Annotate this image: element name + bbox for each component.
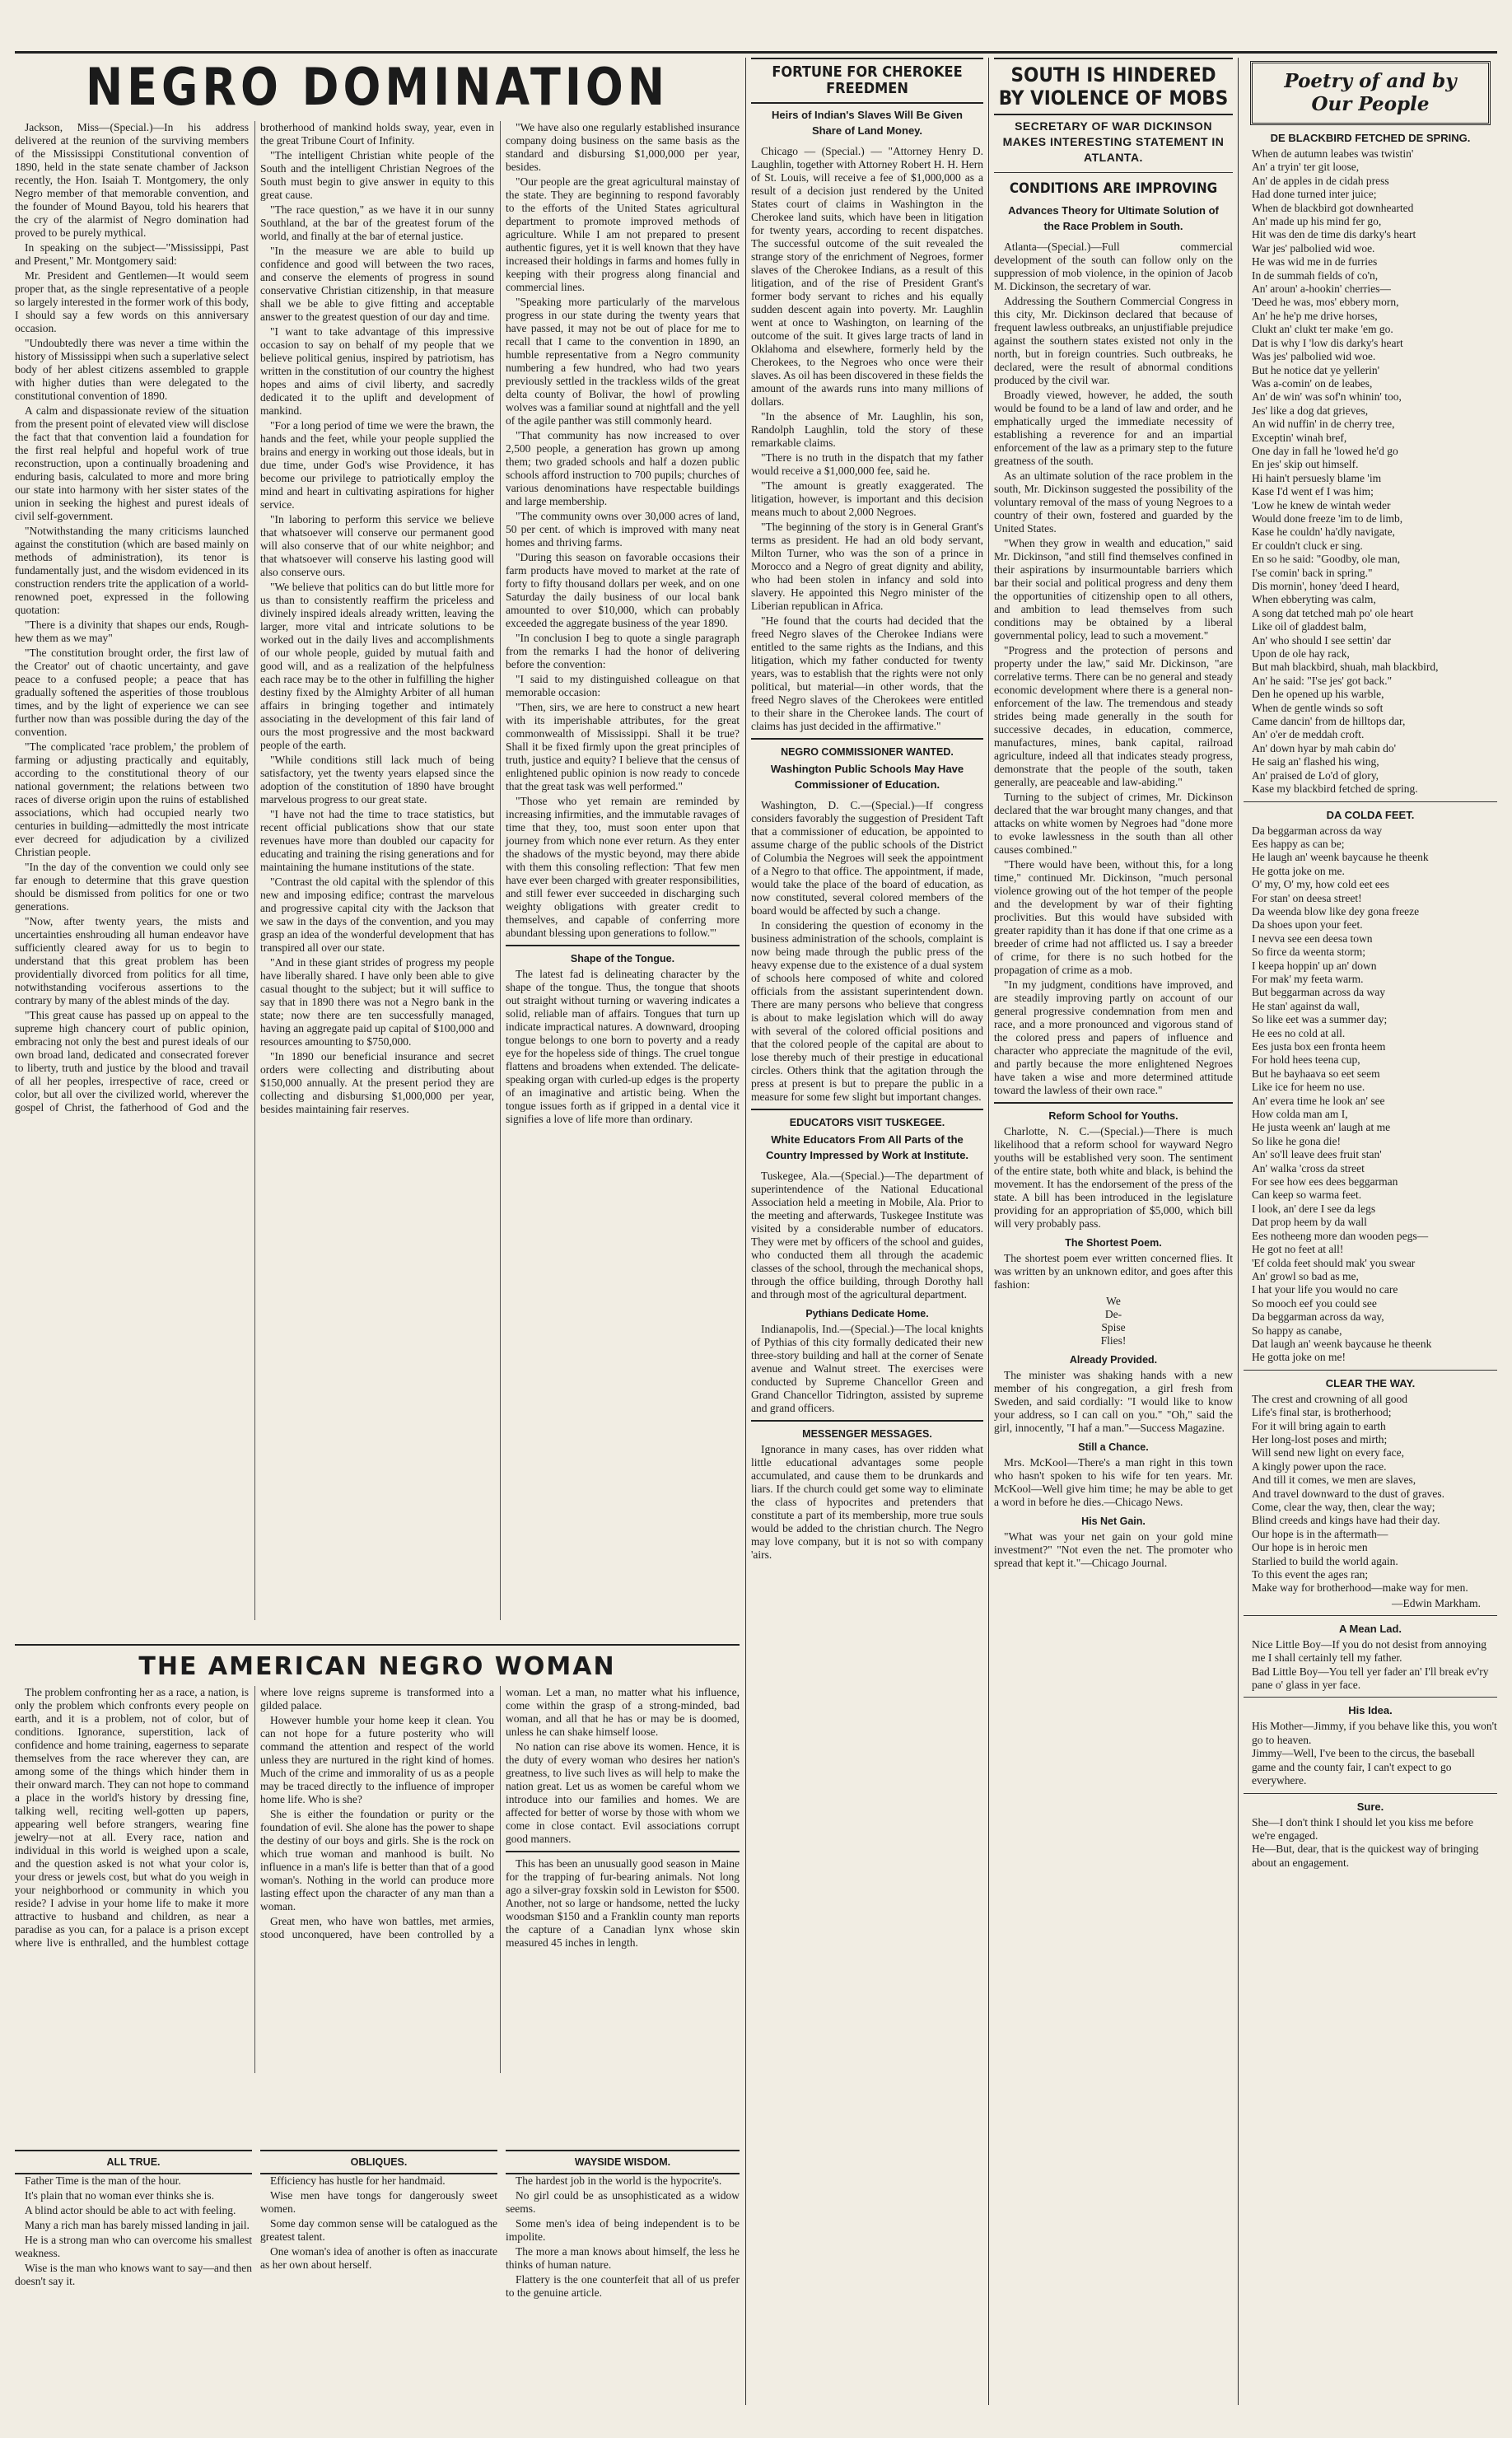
negro-domination-article bbox=[15, 58, 740, 1631]
article-paragraph: "Our people are the great agricultural mainstay of the state. They are beginning to respond favorably to the efforts of the United States agricultural department to promote improved methods of agriculture. While I am not prepared to present authentic figures, yet it is well known that they have increased their holdings in farms and homes fully in keeping with their progress along financial and commercial lines. bbox=[506, 175, 740, 293]
wayside-items bbox=[506, 2174, 740, 2300]
obliques-items bbox=[260, 2174, 497, 2272]
tuskegee-paragraphs bbox=[751, 1170, 983, 1301]
article-paragraph: "Undoubtedly there was never a time within the history of Mississippi when such a superlative select body of her ablest citizens assembled to grapple with higher duties than were delegated to the constitutional convention of 1890. bbox=[15, 337, 249, 402]
tuskegee-deck: White Educators From All Parts of the Country Impressed by Work at Institute. bbox=[765, 1133, 969, 1161]
mobs-deck: SECRETARY OF WAR DICKINSON MAKES INTERESTING STATEMENT IN ATLANTA. bbox=[1002, 119, 1225, 164]
wayside-column bbox=[506, 2150, 740, 2413]
column-rule bbox=[745, 58, 746, 2405]
mobs-headline-2: BY VIOLENCE OF MOBS bbox=[998, 86, 1229, 110]
tongue-text: The latest fad is delineating character by the shape of the tongue. Thus, the tongue that shoots out straight without turning or wavering indicates a solid, reliable man of affairs. Tongues that turn up indicate impractical natures. A downward, drooping tongue belongs to one born to poverty and a ready eye for the hopeless side of things. The cruel tongue flattens and broadens when extended. The delicate-speaking organ with curled-up edges is the property of an imaginative and artistic being. When the tongue issues forth as if gripped in a dental vice it signifies a love of life more than ordinary. bbox=[506, 968, 740, 1125]
article-paragraph: Washington, D. C.—(Special.)—If congress considers favorably the suggestion of President Taft that a commissioner of education, be appointed to assume charge of the public schools of the District of Columbia the Negroes will seek the appointment of a Negro to that office. The appointment, if made, would take the place of the board of education, as now constituted, several colored members of the board would be affected by such a change. bbox=[751, 799, 983, 917]
article-paragraph: "The constitution brought order, the first law of the Creator' out of chaotic uncertainty, and gave peace to a confused people; a peace that has gradually softened the asperities of those troublous times, and by the light of experience we can see further now than was possible during the day of the convention. bbox=[15, 647, 249, 738]
article-paragraph: "In laboring to perform this service we believe that whatsoever will conserve our permanent good will also conserve that of our white neighbor; and that whatsoever will conserve his lasting good will also conserve ours. bbox=[260, 513, 494, 578]
poem-verse: The crest and crowning of all good Life's final star, is brotherhood; For it will bring again to earth Her long-lost poses and mirth; Will send new light on every face, A kingly power upon the race. And till it comes, we men are slaves, And travel downward to the dust of graves. Come, clear the way, then, clear the way; Blind creeds and kings have had their day. Our hope is in the aftermath— Our hope is in heroic men Starlied to build the world again. To this event the ages ran; Make way for brotherhood—make way for men. bbox=[1252, 1392, 1468, 1595]
mobs-subdeck: Advances Theory for Ultimate Solution of the Race Problem in South. bbox=[1008, 204, 1219, 232]
negro-domination-body bbox=[15, 121, 740, 1620]
article-paragraph: Turning to the subject of crimes, Mr. Dickinson declared that the war brought many changes, and that attacks on white women by Negroes had "done more to evoke lawlessness in the south than all other causes combined." bbox=[994, 791, 1233, 856]
article-paragraph: "For a long period of time we were the brawn, the hands and the feet, while your people supplied the brains and energy in working out those ideals, but in due time, under God's wise Providence, it has become our privilege to patriotically employ the mind and heart in cultivating aspirations for higher service. bbox=[260, 419, 494, 511]
negro-woman-body bbox=[15, 1686, 740, 2073]
commissioner-headline: NEGRO COMMISSIONER WANTED. bbox=[781, 746, 954, 758]
shortest-poem-lines bbox=[994, 1295, 1233, 1347]
obliques-title: OBLIQUES. bbox=[350, 2156, 408, 2168]
article-paragraph: In speaking on the subject—"Mississippi, Past and Present," Mr. Montgomery said: bbox=[15, 241, 249, 267]
chance-text: Mrs. McKool—There's a man right in this town who hasn't spoken to his wife for ten years. Mr. McKool—Well give him time; he may be able to get a word in before he dies.—Chicago News. bbox=[994, 1456, 1233, 1508]
proverb-item: Flattery is the one counterfeit that all of us prefer to the genuine article. bbox=[506, 2273, 740, 2299]
article-paragraph: As an ultimate solution of the race problem in the south, Mr. Dickinson suggested the possibility of the voluntary removal of the mass of young Negroes to a country of their own, fostered and guarded by the United States. bbox=[994, 469, 1233, 535]
article-paragraph: "In the absence of Mr. Laughlin, his son, Randolph Laughlin, told the story of these remarkable claims. bbox=[751, 410, 983, 449]
cherokee-headline: FORTUNE FOR CHEROKEE FREEDMEN bbox=[772, 63, 963, 97]
cherokee-deck: Heirs of Indian's Slaves Will Be Given Share of Land Money. bbox=[772, 109, 963, 137]
all-true-column bbox=[15, 2150, 252, 2413]
proverb-item: One woman's idea of another is often as inaccurate as her own about herself. bbox=[260, 2245, 497, 2271]
messenger-headline: MESSENGER MESSAGES. bbox=[802, 1428, 932, 1440]
article-paragraph: A calm and dispassionate review of the situation from the present point of elevated view will disclose the fact that that convention laid a foundation for the first real helpful and hopeful work of true reconstruction, upon a continually broadening and enduring basis, calculated to more and more bring our state into harmony with her sister states of the union in seeking the highest and purest ideals of civil self-government. bbox=[15, 404, 249, 522]
column-rule bbox=[988, 58, 989, 2405]
article-paragraph: "Notwithstanding the many criticisms launched against the constitution (which are based mainly on methods of administration), its tenor is fundamentally just, and the wisdom evidenced in its construction renders trite the application of a world-renowned poet, expressed in the following quotation: bbox=[15, 525, 249, 616]
article-paragraph: The problem confronting her as a race, a nation, is only the problem which confronts every people on earth, and it is a problem, not of color, but of conditions. Ignorance, superstition, lack of confidence and home training, eagerness to separate themselves from the race wherever they can, are among some of the things which hinder them in their onward march. They can not hope to command a place in the world's history by dressing fine, talking well, reciting well-gotten up papers, appearing well before strangers, wearing fine jewelry—not at all. Every race, nation and individual in this world is weighed upon a scale, and the question asked is not what your color is, your dress or jewels cost, but what do you weigh in your neighborhood or community in which you reside? I advise in your home life to make it more attractive to husband and children, as near a paradise as you can, for a palace is a prison except where live is enthralled, and the humblest cottage where love reigns supreme is transformed into a gilded palace. bbox=[15, 1686, 494, 1949]
poetry-masthead bbox=[1250, 61, 1491, 125]
mobs-paragraphs bbox=[994, 241, 1233, 1097]
article-paragraph: "The community owns over 30,000 acres of land, 50 per cent. of which is improved with many neat homes and thriving farms. bbox=[506, 510, 740, 549]
article-paragraph: "During this season on favorable occasions their farm products have moved to market at the rate of forty to fifty thousand dollars per week, and on one Saturday the daily business of our local bank amounted to over $10,000, which can probably exceeded the aggregate business of the year 1890. bbox=[506, 551, 740, 629]
article-paragraph: "In the measure we are able to build up confidence and good will between the two races, and conserve the elements of progress in sound conservative Christian citizenship, in that measure shall we be able to give fitting and acceptable answer to the greatest question of our day and time. bbox=[260, 245, 494, 323]
tuskegee-headline: EDUCATORS VISIT TUSKEGEE. bbox=[789, 1117, 945, 1128]
article-paragraph: "In my judgment, conditions have improved, and are steadily improving partly on account of our general progressive condemnation from men and race, and a more pronounced and vigorous stand of the colored press and papers of influence and character who appreciate the magnitude of the evil, and partly because the more enlightened Negroes have taken a wise and more determined attitude toward the lawless of their own race." bbox=[994, 978, 1233, 1096]
poem-title: CLEAR THE WAY. bbox=[1325, 1376, 1416, 1389]
article-paragraph: In considering the question of economy in the business administration of the schools, complaint is now being made through the public press of the heavy expense due to the existence of a dual system of schools here composed of white and colored officials from the assistant superintendent down. There are many persons who believe that congress is about to make legislation which will do away with several of the colored official positions and that the colored people of the capital are about to lose thereby much of their prestige in educational circles. Others think that the agitation through the press at present is but to prepare the public in a measure for some few slight but important changes. bbox=[751, 919, 983, 1103]
news-column-2 bbox=[994, 58, 1233, 2413]
article-paragraph: "I said to my distinguished colleague on that memorable occasion: bbox=[506, 673, 740, 698]
news-column-1 bbox=[751, 58, 983, 2413]
article-paragraph: Great men, who have won battles, met armies, stood unconquered, have been controlled by a woman. Let a man, no matter what his influence, come within the grasp of a strong-minded, bad woman, and all that he has or may be is doomed, unless he can shake himself loose. bbox=[260, 1686, 740, 1941]
poem-verse: She—I don't think I should let you kiss me before we're engaged. He—But, dear, that is the quickest way of bringing about an engagement. bbox=[1252, 1815, 1479, 1869]
shortest-poem-intro: The shortest poem ever written concerned flies. It was written by an unknown editor, and goes after this fashion: bbox=[994, 1252, 1233, 1291]
poem-title: A Mean Lad. bbox=[1338, 1622, 1402, 1635]
poem-title: Sure. bbox=[1356, 1800, 1384, 1813]
article-paragraph: "The beginning of the story is in General Grant's terms as president. He had an old body servant, Milton Turner, who was the son of a prince in Morocco and a Negro of great dignity and ability, who had been stolen in infancy and sold into slavery. He appointed this Negro minister of the Liberian republican in Africa. bbox=[751, 521, 983, 612]
article-paragraph: "The race question," as we have it in our sunny Southland, at the bar of the greatest forum of the world, and finally at the bar of eternal justice. bbox=[260, 203, 494, 242]
poetry-title-1: Poetry of and by bbox=[1284, 70, 1457, 92]
article-paragraph: "There is no truth in the dispatch that my father would receive a $1,000,000 fee, said he. bbox=[751, 451, 983, 477]
article-paragraph: "He found that the courts had decided that the freed Negro slaves of the Cherokee Indians were entitled to the same rights as the Indians, and this litigation, which my father conducted for twenty years, was to establish that the rights were not only political, but material—in other words, that the freed Negro slaves of the Cherokees were entitled to their share in the Cherokee lands. The court of claims has just decided in the affirmative." bbox=[751, 614, 983, 732]
article-paragraph: "That community has now increased to over 2,500 people, a generation has grown up among them; two graded schools and half a dozen public schools afford instruction to 700 pupils; churches of various denominations have respectable buildings and large membership. bbox=[506, 429, 740, 507]
wayside-title: WAYSIDE WISDOM. bbox=[574, 2156, 671, 2168]
obliques-column bbox=[260, 2150, 497, 2413]
commissioner-paragraphs bbox=[751, 799, 983, 1104]
article-paragraph: No nation can rise above its women. Hence, it is the duty of every woman who desires her nation's greatness, to live such lives as will help to make the nation great. Let us as women be careful whom we introduce into our families and homes. We are affected for better of worse by those with whom we come in close contact. Evil associations corrupt good manners. bbox=[506, 1740, 740, 1845]
article-paragraph: Tuskegee, Ala.—(Special.)—The department of superintendence of the National Educational Association held a meeting in Mobile, Ala. Prior to the meeting and afterwards, Tuskegee Institute was visited by a considerable number of educators. They were met by officers of the school and guides, who conducted them all through the academic classes of the school, through the mechanical shops, through the office building, through Dorothy hall and through most of the agricultural department. bbox=[751, 1170, 983, 1301]
poetry-title-2: Our People bbox=[1311, 93, 1430, 115]
article-paragraph: Jackson, Miss—(Special.)—In his address delivered at the reunion of the surviving members of the Mississippi Constitutional convention of 1890, held in the state senate chamber of Jackson recently, the Hon. Isaiah T. Montgomery, the only Negro member of that memorable convention, and the founder of Mound Bayou, told his hearers that the cry of the alarmist of Negro domination had proved to be purely mythical. bbox=[15, 121, 249, 239]
proverb-item: No girl could be as unsophisticated as a widow seems. bbox=[506, 2189, 740, 2215]
article-paragraph: Atlanta—(Special.)—Full commercial development of the south can follow only on the suppression of mob violence, in the opinion of Jacob M. Dickinson, the secretary of war. bbox=[994, 241, 1233, 292]
provided-text: The minister was shaking hands with a new member of his congregation, a girl fresh from Sweden, and said cordially: "I would like to know your address, so I can call on you." "Oh," said the girl, innocently, "I haf a man."—Success Magazine. bbox=[994, 1369, 1233, 1434]
article-paragraph: "I have not had the time to trace statistics, but recent official publications show that our state revenues have more than doubled our capacity for educating and training the rising generations and for maintaining the humane institutions of the state. bbox=[260, 808, 494, 873]
all-true-title: ALL TRUE. bbox=[106, 2156, 161, 2168]
proverb-item: A blind actor should be able to act with feeling. bbox=[25, 2204, 236, 2216]
article-paragraph: However humble your home keep it clean. You can not hope for a future posterity who will command the attention and respect of the world unless they are nurtured in the right kind of homes. Much of the crime and immorality of us as a people may be traced directly to the influence of improper home life. Who is she? bbox=[260, 1714, 494, 1805]
negro-woman-article bbox=[15, 1639, 740, 2100]
poem-verse: Nice Little Boy—If you do not desist from annoying me I shall certainly tell my father. Bad Little Boy—You tell yer fader an' I'll break ev'ry pane o' glass in yer face. bbox=[1252, 1637, 1489, 1692]
poem-verse: His Mother—Jimmy, if you behave like this, you won't go to heaven. Jimmy—Well, I've been to the circus, the baseball game and the county fair, I can't expect to go everywhere. bbox=[1252, 1720, 1497, 1787]
mobs-headline-1: SOUTH IS HINDERED bbox=[1010, 63, 1216, 86]
article-paragraph: Broadly viewed, however, he added, the south would be found to be a land of law and order, and he emphatically urged the immediate necessity of establishing a reverence for and an impartial enforcement of the law as a primary step to the future greatness of the south. bbox=[994, 389, 1233, 467]
net-gain-title: His Net Gain. bbox=[1081, 1516, 1146, 1527]
provided-title: Already Provided. bbox=[1069, 1354, 1158, 1366]
article-paragraph: "I want to take advantage of this impressive occasion to say on behalf of my people that we believe political genius, inspired by patriotism, has written in the constitution of our country the highest hopes and aims of civil liberty, and sacredly dedicated it to the uplift and development of mankind. bbox=[260, 325, 494, 417]
poem-verse: Da beggarman across da way Ees happy as can be; He laugh an' weenk baycause he theenk He gotta joke on me. O' my, O' my, how cold eet ees For stan' on deesa street! Da weenda blow like dey gona freeze Da shoes upon your feet. I nevva see een deesa town So firce da weenta storm; I keepa hoppin' up an' down For mak' my feeta warm. But beggarman across da way He stan' against da wall, So like eet was a summer day; He ees no cold at all. Ees justa box een fronta heem For hold hees teena cup, But he bayhaava so eet seem Like ice for heem no use. An' evera time he look an' see How colda man am I, He justa weenk an' laugh at me So like he gona die! An' so'll leave dees fruit stan' An' walka 'cross da street For see how ees dees beggarman Can keep so warma feet. I look, an' dere I see da legs Dat prop heem by da wall Ees notheeng more dan wooden pegs— He got no feet at all! 'Ef colda feet should mak' you swear An' growl so bad as me, I hat your life you would no care So mooch eef you could see Da beggarman across da way, So happy as canabe, Dat laugh an' weenk baycause he theenk He gotta joke on me! bbox=[1252, 824, 1432, 1364]
commissioner-deck: Washington Public Schools May Have Commissioner of Education. bbox=[770, 763, 964, 791]
proverb-item: Wise is the man who knows want to say—and then doesn't say it. bbox=[15, 2262, 252, 2287]
negro-woman-headline: THE AMERICAN NEGRO WOMAN bbox=[138, 1652, 616, 1681]
messenger-text: Ignorance in many cases, has over ridden what little educational advantages some people accumulated, and cause them to be drunkards and liars. If the church could get some way to eliminate the class of hypocrites and pretenders that constitute a part of its membership, more true souls would be added to the christian church. The Negro may love company, but it is not so with company 'airs. bbox=[751, 1443, 983, 1561]
article-paragraph: Chicago — (Special.) — "Attorney Henry D. Laughlin, together with Attorney Robert H. H. Hern of St. Louis, will receive a fee of $1,000,000 as a result of a decision just rendered by the United States court of claims in Washington in the Cherokee land suits, which have been in litigation for twenty years, according to recent dispatches. The successful outcome of the suit revealed the strange story of the enrichment of Negroes, former slaves of the Cherokee Indians, as a result of this litigation, and of the rise of President Grant's former body servant to riches and his equally sudden descent again into poverty. Mr. Laughlin went at once to Washington, on learning of the outcome of the suit. It gives large tracts of land in Oklahoma and elsewhere, formerly held by the Cherokees, to the Negroes who once were their slaves. As oil has been discovered in these fields the amount of the awards runs into many millions of dollars. bbox=[751, 145, 983, 408]
article-paragraph: "There would have been, without this, for a long time," continued Mr. Dickinson, "much personal violence growing out of the hot temper of the people and the development by war of their fighting proclivities. But this would have subsided with greater rapidity than it has done if that one crime as a breeder of crime had not afflicted us. I say a breeder of crime, for there is no such hotbed for the propagation of crime as a mob. bbox=[994, 858, 1233, 976]
proverb-item: The hardest job in the world is the hypocrite's. bbox=[516, 2174, 722, 2187]
poem-author: —Edwin Markham. bbox=[1392, 1596, 1481, 1609]
article-paragraph: "We believe that politics can do but little more for us than to consistently reaffirm the priceless and divinely inspired ideals already written, leaving the larger, more vital and intricate solutions to be worked out in the daily lives and accomplishments of our whole people, guided by mutual faith and good will, and as a realization of the helpfulness each race may be to the other in fulfilling the higher destiny fixed by the Almighty Arbiter of all human affairs in bringing together and intimately associating in the development of this fair land of ours the most progressive and the most backward people of the earth. bbox=[260, 581, 494, 751]
article-paragraph: "The complicated 'race problem,' the problem of farming or adjusting practically and equitably, according to the constitutional theory of our national government; the relations between two races of diverse origin upon the ruins of established associations, which had occupied nearly two centuries in building—admittedly the most intricate ever decreed for adjudication by a civilized Christian people. bbox=[15, 740, 249, 858]
article-paragraph: "There is a divinity that shapes our ends, Rough-hew them as we may" bbox=[15, 619, 249, 644]
article-paragraph: "While conditions still lack much of being satisfactory, yet the twenty years elapsed since the adoption of the constitution of 1890 have brought marvelous progress to our great state. bbox=[260, 754, 494, 806]
article-paragraph: This has been an unusually good season in Maine for the trapping of fur-bearing animals. Not long ago a silver-gray foxskin sold in Lewiston for $500. Another, not so large or handsome, netted the lucky woodsman $150 and a Franklin county man reports the capture of a Canadian lynx whose skin measured 45 inches in length. bbox=[506, 1857, 740, 1949]
poem-line: Spise bbox=[1101, 1321, 1126, 1333]
article-paragraph: "In the day of the convention we could only see far enough to determine that this grave question should be dismissed from politics for one or two generations. bbox=[15, 861, 249, 913]
net-gain-text: "What was your net gain on your gold mine investment?" "Not even the net. The promoter who spread that kept it."—Chicago Journal. bbox=[994, 1530, 1233, 1569]
pythians-text: Indianapolis, Ind.—(Special.)—The local knights of Pythias of this city formally dedicated their new three-story building and hall at the corner of Senate avenue and Walnut street. The exercises were conducted by Supreme Chancellor Green and Grand Chancellor Tidrington, assisted by supreme and grand officers. bbox=[751, 1323, 983, 1414]
all-true-items bbox=[15, 2174, 252, 2288]
article-paragraph: Mr. President and Gentlemen—It would seem proper that, as the single representative of a people so largely interested in the former work of this body, I should say a few words on this anniversary occasion. bbox=[15, 269, 249, 334]
poem-title: DA COLDA FEET. bbox=[1326, 808, 1415, 821]
article-paragraph: "We have also one regularly established insurance company doing business on the same basis as the standard and disbursing $1,000,000 per year, besides. bbox=[506, 121, 740, 173]
poem-title: DE BLACKBIRD FETCHED DE SPRING. bbox=[1270, 132, 1471, 144]
poems bbox=[1244, 132, 1497, 1870]
article-paragraph: Addressing the Southern Commercial Congress in this city, Mr. Dickinson declared that because of frequent lawless outbreaks, an unjustifiable prejudice against the southern states existed not only in the north, but in foreign countries. Such outbreaks, he declared, were the result of abnormal conditions produced by the civil war. bbox=[994, 295, 1233, 386]
poetry-column bbox=[1244, 58, 1497, 2413]
reform-title: Reform School for Youths. bbox=[1048, 1110, 1178, 1122]
tongue-title: Shape of the Tongue. bbox=[570, 953, 675, 964]
negro-domination-headline: NEGRO DOMINATION bbox=[85, 57, 670, 117]
poem-line: De- bbox=[1104, 1308, 1122, 1320]
poem-title: His Idea. bbox=[1348, 1704, 1393, 1717]
article-paragraph: "Then, sirs, we are here to construct a new heart with its imperishable attributes, for the great commonwealth of Mississippi. Shall it be true? Shall it be fixed firmly upon the great principles of truth, justice and equity? I believe that the census of enlightened public opinion is now ready to concede that the great task was well performed." bbox=[506, 701, 740, 792]
poem-verse: When de autumn leabes was twistin' An' a tryin' ter git loose, An' de apples in de cidah press Had done turned inter juice; When de blackbird got downhearted An' made up his mind fer go, Hit was den de time dis darky's heart War jes' palbolied wid woe. He was wid me in de furries In de summah fields of co'n, An' aroun' a-hookin' cherries— 'Deed he was, mos' ebbery morn, An' he he'p me drive horses, Clukt an' clukt ter make 'em go. Dat is why I 'low dis darky's heart Was jes' palbolied wid woe. But he notice dat ye yellerin' Was a-comin' on de leabes, An' de win' was sof'n whinin' too, Jes' like a dog dat grieves, An wid nuffin' in de cherry tree, Exceptin' winah bref, One day in fall he 'lowed he'd go En jes' skip out himself. Hi hain't persuesly blame 'im Kase I'd went ef I was him; 'Low he knew de wintah weder Would done freeze 'im to de limb, Kase he couldn' ha'dly navigate, Er couldn't cluck er sing. En so he said: "Goodby, ole man, I'se comin' back in spring." Dis mornin', honey 'deed I heard, When ebberyting was calm, A song dat tetched mah po' ole heart Like oil of gladdest balm, An' who should I see settin' dar Upon de ole hay rack, But mah blackbird, shuah, mah blackbird, An' he said: "I'se jes' got back." Den he opened up his warble, When de gentle winds so soft Came dancin' from de hilltops dar, An' o'er de meddah croft. An' down hyar by mah cabin do' He saig an' flashed his wing, An' praised de Lo'd of glory, Kase my blackbird fetched de spring. bbox=[1252, 147, 1439, 796]
fur-season-item bbox=[506, 1857, 740, 1950]
article-paragraph: "When they grow in wealth and education," said Mr. Dickinson, "and still find themselves confined in their aspirations by insurmountable barriers which bar their social and political progress and deny them the opportunities of citizenship open to all others, and ambition to lead themselves from such conditions may be obtained by a liberal governmental policy, lead to such a movement." bbox=[994, 537, 1233, 642]
article-paragraph: "Progress and the protection of persons and property under the law," said Mr. Dickinson, "are correlative terms. There can be no general and steady economic development where there is a general non-enforcement of the law. The tremendous and steady strides being made generally in the south for successive decades, in education, commerce, manufactures, mines, bank capital, railroad agriculture, indeed all that indicates steady progress, demonstrate that the people of the south, taken generally, are peaceable and law-abiding." bbox=[994, 644, 1233, 788]
mobs-subhead: CONDITIONS ARE IMPROVING bbox=[1009, 180, 1218, 197]
proverb-item: Father Time is the man of the hour. bbox=[25, 2174, 181, 2187]
reform-text: Charlotte, N. C.—(Special.)—There is much likelihood that a reform school for wayward Negro youths will be established very soon. The sentiment of the entire state, both white and black, is behind the movement. It has the endorsement of the press of the state. A bill has been introduced in the legislature providing for an appropriation of $5,000, which bill will very probably pass. bbox=[994, 1125, 1233, 1230]
proverb-item: Some men's idea of being independent is to be impolite. bbox=[506, 2217, 740, 2243]
article-paragraph: "The amount is greatly exaggerated. The litigation, however, is important and this decision means much to about 2,000 Negroes. bbox=[751, 479, 983, 518]
poem-line: Flies! bbox=[1100, 1334, 1127, 1347]
proverb-item: The more a man knows about himself, the less he thinks of human nature. bbox=[506, 2245, 740, 2271]
article-paragraph: "The intelligent Christian white people of the South and the intelligent Christian Negroes of the South must begin to give answer in equity to this great cause. bbox=[260, 149, 494, 201]
article-paragraph: "In conclusion I beg to quote a single paragraph from the remarks I had the honor of delivering before the convention: bbox=[506, 632, 740, 670]
proverb-item: Efficiency has hustle for her handmaid. bbox=[270, 2174, 446, 2187]
top-rule bbox=[15, 51, 1497, 54]
proverb-item: Wise men have tongs for dangerously sweet women. bbox=[260, 2189, 497, 2215]
proverb-item: It's plain that no woman ever thinks she is. bbox=[25, 2189, 215, 2202]
proverb-item: Many a rich man has barely missed landing in jail. bbox=[25, 2219, 250, 2231]
proverb-item: Some day common sense will be catalogued as the greatest talent. bbox=[260, 2217, 497, 2243]
article-paragraph: "Now, after twenty years, the mists and uncertainties enshrouding all human endeavor have sufficiently cleared away for us to begin to understand that this great problem has been providentially divorced from politics for all time, notwithstanding vociferous assertions to the contrary by many of the ablest minds of the day. bbox=[15, 915, 249, 1006]
pythians-title: Pythians Dedicate Home. bbox=[805, 1308, 929, 1319]
chance-title: Still a Chance. bbox=[1078, 1441, 1149, 1453]
article-paragraph: "Speaking more particularly of the marvelous progress in our state during the twenty years that have passed, it may not be out of place for me to recall that I came to the convention in 1890, an humble representative from a Negro community numbering a few hundred, who had two years previously settled in the trackless wilds of the great delta county of Bolivar, the howl of prowling wolves was a familiar sound at nightfall and the yell of the agile panther was still commonly heard. bbox=[506, 296, 740, 427]
proverb-item: He is a strong man who can overcome his smallest weakness. bbox=[15, 2234, 252, 2259]
article-paragraph: "Contrast the old capital with the splendor of this new and imposing edifice; contrast the marvelous and progressive capital city with the Jackson that we saw in the days of the convention, and you may grasp an idea of the wonderful development that has transpired all over our state. bbox=[260, 876, 494, 954]
column-rule bbox=[1238, 58, 1239, 2405]
article-paragraph: "In 1890 our beneficial insurance and secret orders were collecting and distributing about $150,000 annually. At the present period they are collecting and disbursing $1,000,000 per year, besides maintaining fair reserves. bbox=[260, 1050, 494, 1115]
poem-line: We bbox=[1106, 1295, 1121, 1307]
cherokee-paragraphs bbox=[751, 145, 983, 733]
article-paragraph: "This great cause has passed up on appeal to the supreme high chancery court of public opinion, embracing not only the best and purest ideals of our own broad land, dedicated and consecrated forever to liberty, truth and justice by the blood and travail of all her peoples, irrespective of race, creed or color, but all over the civilized world, wherever the gospel of Christ, the fatherhood of God and the brotherhood of mankind holds sway, year, even in the great Tribune Court of Infinity. bbox=[15, 121, 494, 1114]
article-paragraph: "And in these giant strides of progress my people have liberally shared. I have only been able to give casual thought to the subject; but it will suffice to say that in 1890 there was not a Negro bank in the state; now there are ten successfully managed, having an aggregate paid up capital of $100,000 and resources amounting to $750,000. bbox=[260, 956, 494, 1048]
article-paragraph: "Those who yet remain are reminded by increasing infirmities, and the immutable ravages of time that they, too, must soon enter upon that journey from which none ever return. As they enter the shadows of the mystic beyond, may there abide with them this consoling reflection: 'That few men have ever been charged with greater responsibilities, and still fewer ever succeeded in discharging such weighty obligations with greater credit to themselves, and capable of conferring more abundant blessing upon generations to follow.'" bbox=[506, 795, 740, 939]
article-paragraph: She is either the foundation or purity or the foundation of evil. She alone has the power to shape the destiny of our boys and girls. She is the rock on which true woman and manhood is built. No influence in a man's life is better than that of a good woman's. Nothing in the world can produce more lasting effect upon the character of any man than a woman. bbox=[260, 1808, 494, 1913]
shortest-poem-title: The Shortest Poem. bbox=[1065, 1237, 1162, 1249]
